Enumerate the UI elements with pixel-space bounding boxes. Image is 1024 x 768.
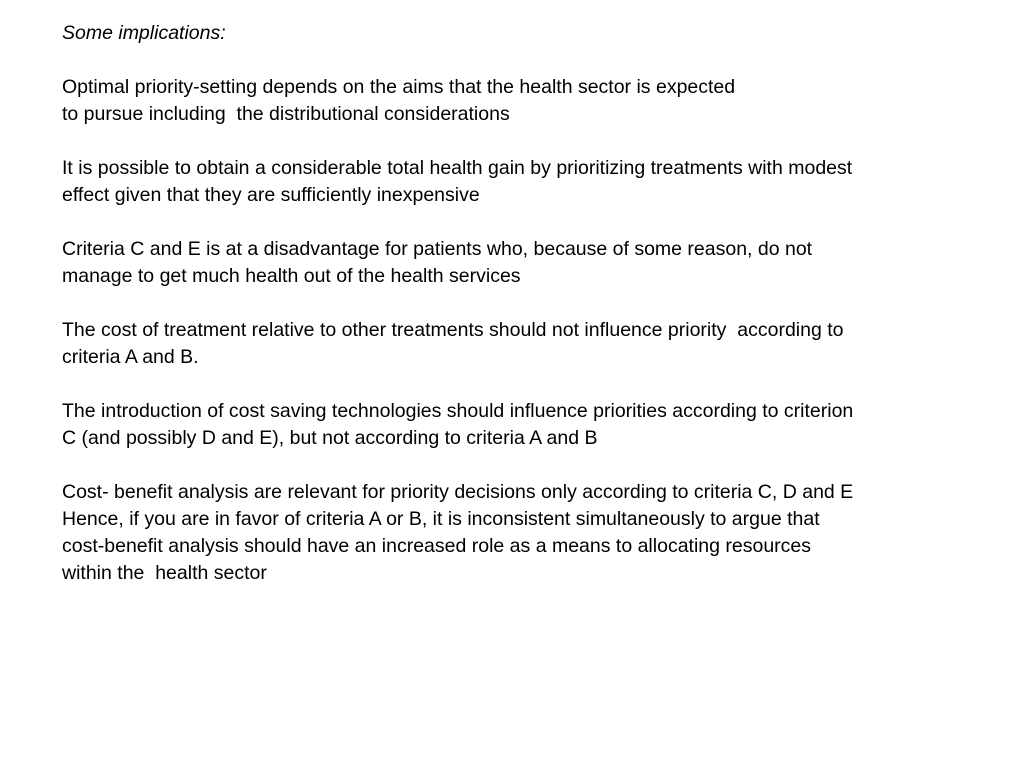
- text-line: Cost- benefit analysis are relevant for priority decisions only according to criteria C, D and E: [62, 481, 854, 503]
- paragraph-priority-setting: [62, 74, 994, 128]
- text-line: to pursue including the distributional considerations: [62, 103, 510, 125]
- text-line: manage to get much health out of the health services: [62, 265, 521, 287]
- paragraph-cost-saving-technologies: [62, 398, 994, 452]
- text-line: Criteria C and E is at a disadvantage for patients who, because of some reason, do not: [62, 238, 813, 260]
- paragraph-cost-benefit-analysis: [62, 479, 994, 587]
- text-line: Optimal priority-setting depends on the aims that the health sector is expected: [62, 76, 736, 98]
- slide-heading: Some implications:: [62, 22, 226, 44]
- text-line: within the health sector: [62, 562, 267, 584]
- paragraph-treatment-cost: [62, 317, 994, 371]
- paragraph-criteria-c-e: [62, 236, 994, 290]
- text-line: Hence, if you are in favor of criteria A or B, it is inconsistent simultaneously to argue that: [62, 508, 820, 530]
- text-line: cost-benefit analysis should have an increased role as a means to allocating resources: [62, 535, 812, 557]
- text-line: The introduction of cost saving technologies should influence priorities according to criterion: [62, 400, 854, 422]
- paragraph-health-gain: [62, 155, 994, 209]
- text-line: criteria A and B.: [62, 346, 199, 368]
- text-line: It is possible to obtain a considerable total health gain by prioritizing treatments with modest: [62, 157, 853, 179]
- text-line: C (and possibly D and E), but not according to criteria A and B: [62, 427, 598, 449]
- text-line: The cost of treatment relative to other treatments should not influence priority according to: [62, 319, 844, 341]
- text-line: effect given that they are sufficiently inexpensive: [62, 184, 480, 206]
